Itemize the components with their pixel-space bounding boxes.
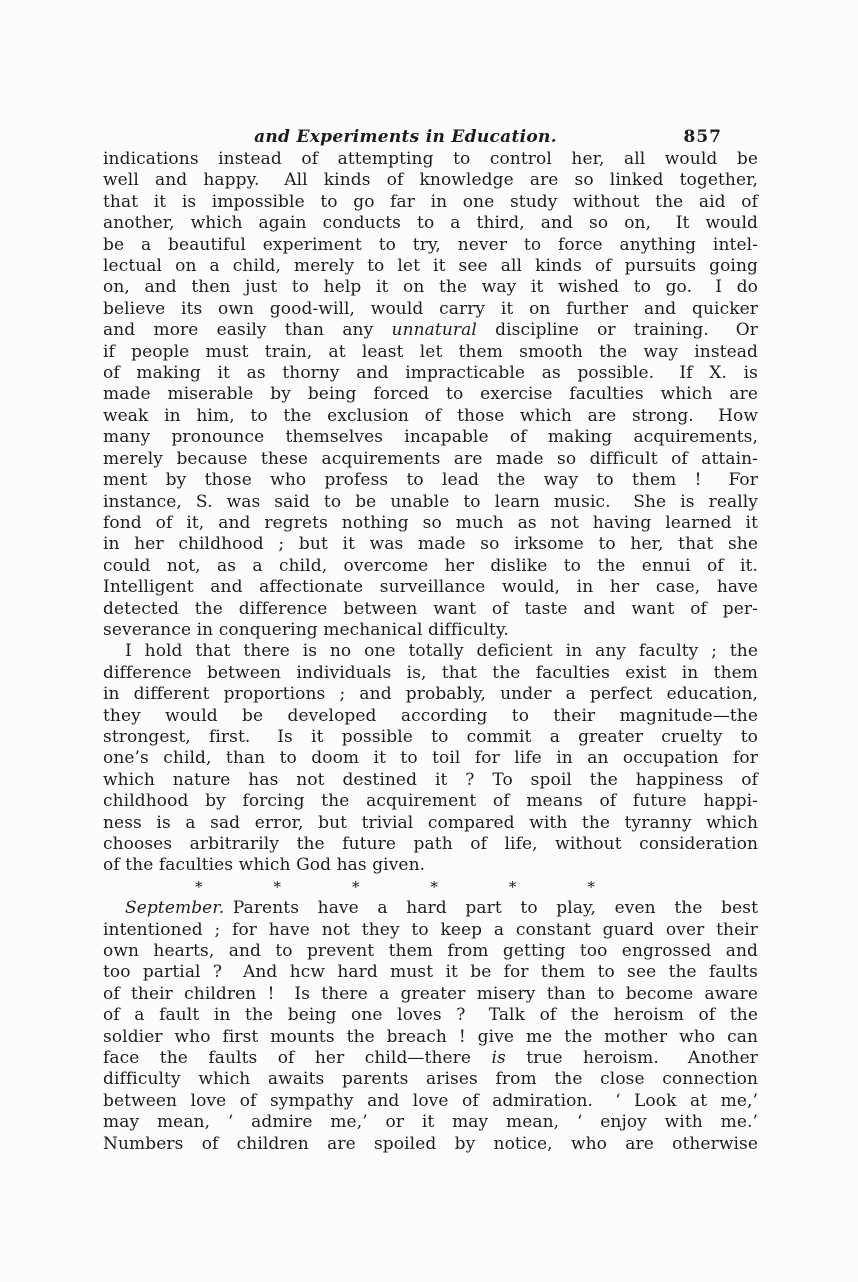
text-line: weak in him, to the exclusion of those which are strong. How bbox=[103, 405, 758, 426]
text-line: difference between individuals is, that the faculties exist in them bbox=[103, 662, 758, 683]
text-line: of making it as thorny and impracticable as possible. If X. is bbox=[103, 363, 758, 384]
asterisk: * bbox=[508, 878, 517, 896]
paragraph-1 bbox=[103, 149, 758, 641]
text-line: and more easily than any unnatural discipline or training. Or bbox=[103, 320, 758, 341]
text-line: made miserable by being forced to exercise faculties which are bbox=[103, 384, 758, 405]
text-line: be a beautiful experiment to try, never to force anything intel- bbox=[103, 234, 758, 255]
text-line: in her childhood ; but it was made so irksome to her, that she bbox=[103, 534, 758, 555]
asterisk: * bbox=[195, 878, 203, 896]
text-line: of their children ! Is there a greater misery than to become aware bbox=[103, 983, 758, 1004]
asterisk: * bbox=[587, 878, 595, 896]
text-line: severance in conquering mechanical difficulty. bbox=[103, 619, 509, 640]
text-line: face the faults of her child—there is true heroism. Another bbox=[103, 1048, 758, 1069]
text-line: ness is a sad error, but trivial compared with the tyranny which bbox=[103, 812, 758, 833]
text-line: if people must train, at least let them smooth the way instead bbox=[103, 341, 758, 362]
text-line: they would be developed according to their magnitude—the bbox=[103, 705, 758, 726]
text-line: believe its own good-will, would carry it on further and quicker bbox=[103, 298, 758, 319]
text-line: childhood by forcing the acquirement of means of future happi- bbox=[103, 791, 758, 812]
text-line: soldier who first mounts the breach ! give me the mother who can bbox=[103, 1026, 758, 1047]
text-line: difficulty which awaits parents arises from the close connection bbox=[103, 1069, 758, 1090]
asterisk: * bbox=[351, 878, 360, 896]
text-line: chooses arbitrarily the future path of life, without consideration bbox=[103, 834, 758, 854]
running-title: and Experiments in Education. bbox=[254, 127, 557, 147]
text-line: fond of it, and regrets nothing so much as not having learned it bbox=[103, 512, 758, 533]
page-body bbox=[103, 149, 758, 1155]
paragraph-3 bbox=[103, 898, 758, 1155]
text-line: too partial ? And hcw hard must it be for them to see the faults bbox=[103, 962, 758, 983]
text-line: may mean, ‘ admire me,’ or it may mean, ‘ enjoy with me.’ bbox=[103, 1112, 758, 1133]
text-line: of a fault in the being one loves ? Talk of the heroism of the bbox=[103, 1005, 758, 1026]
asterisk: * bbox=[430, 878, 439, 896]
text-line: intentioned ; for have not they to keep a constant guard over their bbox=[103, 919, 758, 940]
asterisk: * bbox=[273, 878, 282, 896]
text-line: one’s child, than to doom it to toil for life in an occupation for bbox=[103, 748, 758, 769]
text-line: well and happy. All kinds of knowledge are so linked together, bbox=[103, 170, 758, 191]
text-line: merely because these acquirements are made so difficult of attain- bbox=[103, 448, 758, 469]
text-line: that it is impossible to go far in one study without the aid of bbox=[103, 191, 758, 212]
text-line: on, and then just to help it on the way it wished to go. I do bbox=[103, 277, 758, 298]
text-line: many pronounce themselves incapable of making acquirements, bbox=[103, 427, 758, 448]
text-line: Intelligent and affectionate surveillance would, in her case, have bbox=[103, 577, 758, 598]
text-line: in different proportions ; and probably, under a perfect education, bbox=[103, 684, 758, 705]
text-line: I hold that there is no one totally deficient in any faculty ; the bbox=[125, 641, 758, 662]
page-header bbox=[103, 127, 758, 151]
text-line: which nature has not destined it ? To spoil the happiness of bbox=[103, 769, 758, 790]
page-number: 857 bbox=[683, 127, 722, 147]
text-line: between love of sympathy and love of admiration. ‘ Look at me,’ bbox=[103, 1090, 758, 1111]
text-line: Numbers of children are spoiled by notice, who are otherwise bbox=[103, 1133, 758, 1154]
text-line: lectual on a child, merely to let it see all kinds of pursuits going bbox=[103, 256, 758, 277]
text-line: own hearts, and to prevent them from getting too engrossed and bbox=[103, 941, 758, 962]
paragraph-2 bbox=[103, 641, 758, 876]
text-line: instance, S. was said to be unable to learn music. She is really bbox=[103, 491, 758, 512]
text-line: indications instead of attempting to control her, all would be bbox=[103, 149, 758, 169]
text-line: September. Parents have a hard part to play, even the best bbox=[125, 898, 758, 919]
text-line: could not, as a child, overcome her dislike to the ennui of it. bbox=[103, 555, 758, 576]
text-line: another, which again conducts to a third, and so on, It would bbox=[103, 213, 758, 234]
text-line: detected the difference between want of taste and want of per- bbox=[103, 598, 758, 619]
asterisk-separator bbox=[195, 877, 595, 898]
text-line: ment by those who profess to lead the way to them ! For bbox=[103, 470, 758, 491]
text-line: strongest, first. Is it possible to commit a greater cruelty to bbox=[103, 726, 758, 747]
text-line: of the faculties which God has given. bbox=[103, 855, 426, 876]
